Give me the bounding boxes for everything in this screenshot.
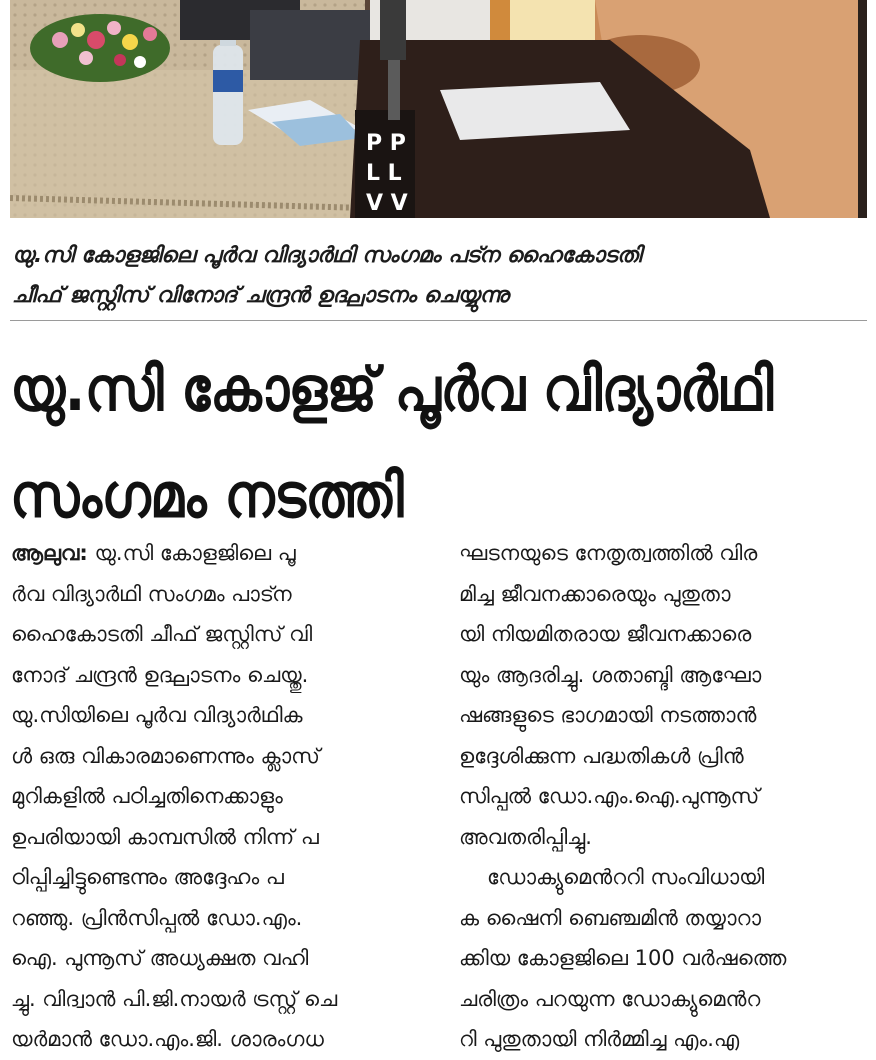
dateline: ആലുവ: — [11, 541, 88, 565]
article-column-left — [11, 533, 421, 1060]
mic-sign-text: P P — [366, 131, 406, 156]
article-line: ർവ വിദ്യാർഥി സംഗമം പാട്ന — [11, 581, 292, 606]
article-line: സിപ്പൽ ഡോ.എം.ഐ.പുന്നൂസ് — [459, 784, 760, 808]
article-line: ഠിപ്പിച്ചിട്ടുണ്ടെന്നും അദ്ദേഹം പ — [11, 865, 284, 889]
article-line: മിച്ച ജീവനക്കാരെയും പുതുതാ — [459, 581, 731, 606]
article-line: റഞ്ഞു. പ്രിൻസിപ്പൽ ഡോ.എം. — [11, 905, 303, 930]
article-line — [11, 533, 421, 574]
mic-sign-text: V V — [366, 191, 408, 216]
caption-line: യു.സി കോളജിലെ പൂർവ വിദ്യാർഥി സംഗമം പട്ന ഹൈകോടതി — [12, 243, 642, 268]
article-line: ഹൈകോടതി ചീഫ് ജസ്റ്റിസ് വി — [11, 622, 313, 646]
article-line: റി പുതുതായി നിർമ്മിച്ച എം.എ — [459, 1027, 740, 1051]
article-line: യി നിയമിതരായ ജീവനക്കാരെ — [459, 622, 752, 646]
article-line: യു.സിയിലെ പൂർവ വിദ്യാർഥിക — [11, 703, 303, 727]
article-line: ഘടനയുടെ നേതൃത്വത്തിൽ വിര — [459, 541, 758, 565]
article-line: മുറികളിൽ പഠിച്ചതിനെക്കാളും — [11, 784, 283, 808]
article-line: ച്ചു. വിദ്വാൻ പി.ജി.നായർ ട്രസ്റ്റ് ചെ — [11, 986, 338, 1011]
event-stage-photo-icon — [10, 0, 867, 218]
article-line: ക ഷൈനി ബെഞ്ചമിൻ തയ്യാറാ — [459, 905, 761, 930]
article-line: ഉദ്ദേശിക്കുന്ന പദ്ധതികൾ പ്രിൻ — [459, 743, 744, 768]
article-line: ൾ ഒരു വികാരമാണെന്നും ക്ലാസ് — [11, 743, 320, 768]
article-line-text: യു.സി കോളജിലെ പൂ — [87, 541, 296, 565]
divider — [10, 320, 867, 321]
headline-line: സംഗമം നടത്തി — [10, 460, 404, 531]
mic-sign-text: L L — [366, 161, 402, 186]
article-line: ഡോക്യുമെൻററി സംവിധായി — [487, 865, 765, 889]
article-line: ഉപരിയായി കാമ്പസിൽ നിന്ന് പ — [11, 824, 319, 849]
article-line: ക്കിയ കോളജിലെ 100 വർഷത്തെ — [459, 946, 787, 970]
article-line: ചരിത്രം പറയുന്ന ഡോക്യുമെൻറ — [459, 986, 761, 1011]
article-column-right — [459, 533, 867, 1060]
article-line: അവതരിപ്പിച്ചു. — [459, 824, 592, 849]
news-photo — [10, 0, 867, 218]
article-line: ഐ. പുന്നൂസ് അധ്യക്ഷത വഹി — [11, 946, 309, 970]
article-line: നോദ് ചന്ദ്രൻ ഉദ്ഘാടനം ചെയ്തു. — [11, 662, 309, 687]
article-line: യർമാൻ ഡോ.എം.ജി. ശാരംഗധ — [11, 1027, 324, 1051]
headline-line: യു.സി കോളജ് പൂർവ വിദ്യാർഥി — [10, 353, 773, 425]
caption-line: ചീഫ് ജസ്റ്റിസ് വിനോദ് ചന്ദ്രൻ ഉദ്ഘാടനം ചെയ്യുന്നു — [12, 283, 509, 308]
article-line: യും ആദരിച്ചു. ശതാബ്ദി ആഘോ — [459, 662, 762, 687]
article-line: ഷങ്ങളുടെ ഭാഗമായി നടത്താൻ — [459, 703, 757, 727]
article-headline — [10, 336, 870, 549]
photo-caption — [12, 236, 867, 316]
